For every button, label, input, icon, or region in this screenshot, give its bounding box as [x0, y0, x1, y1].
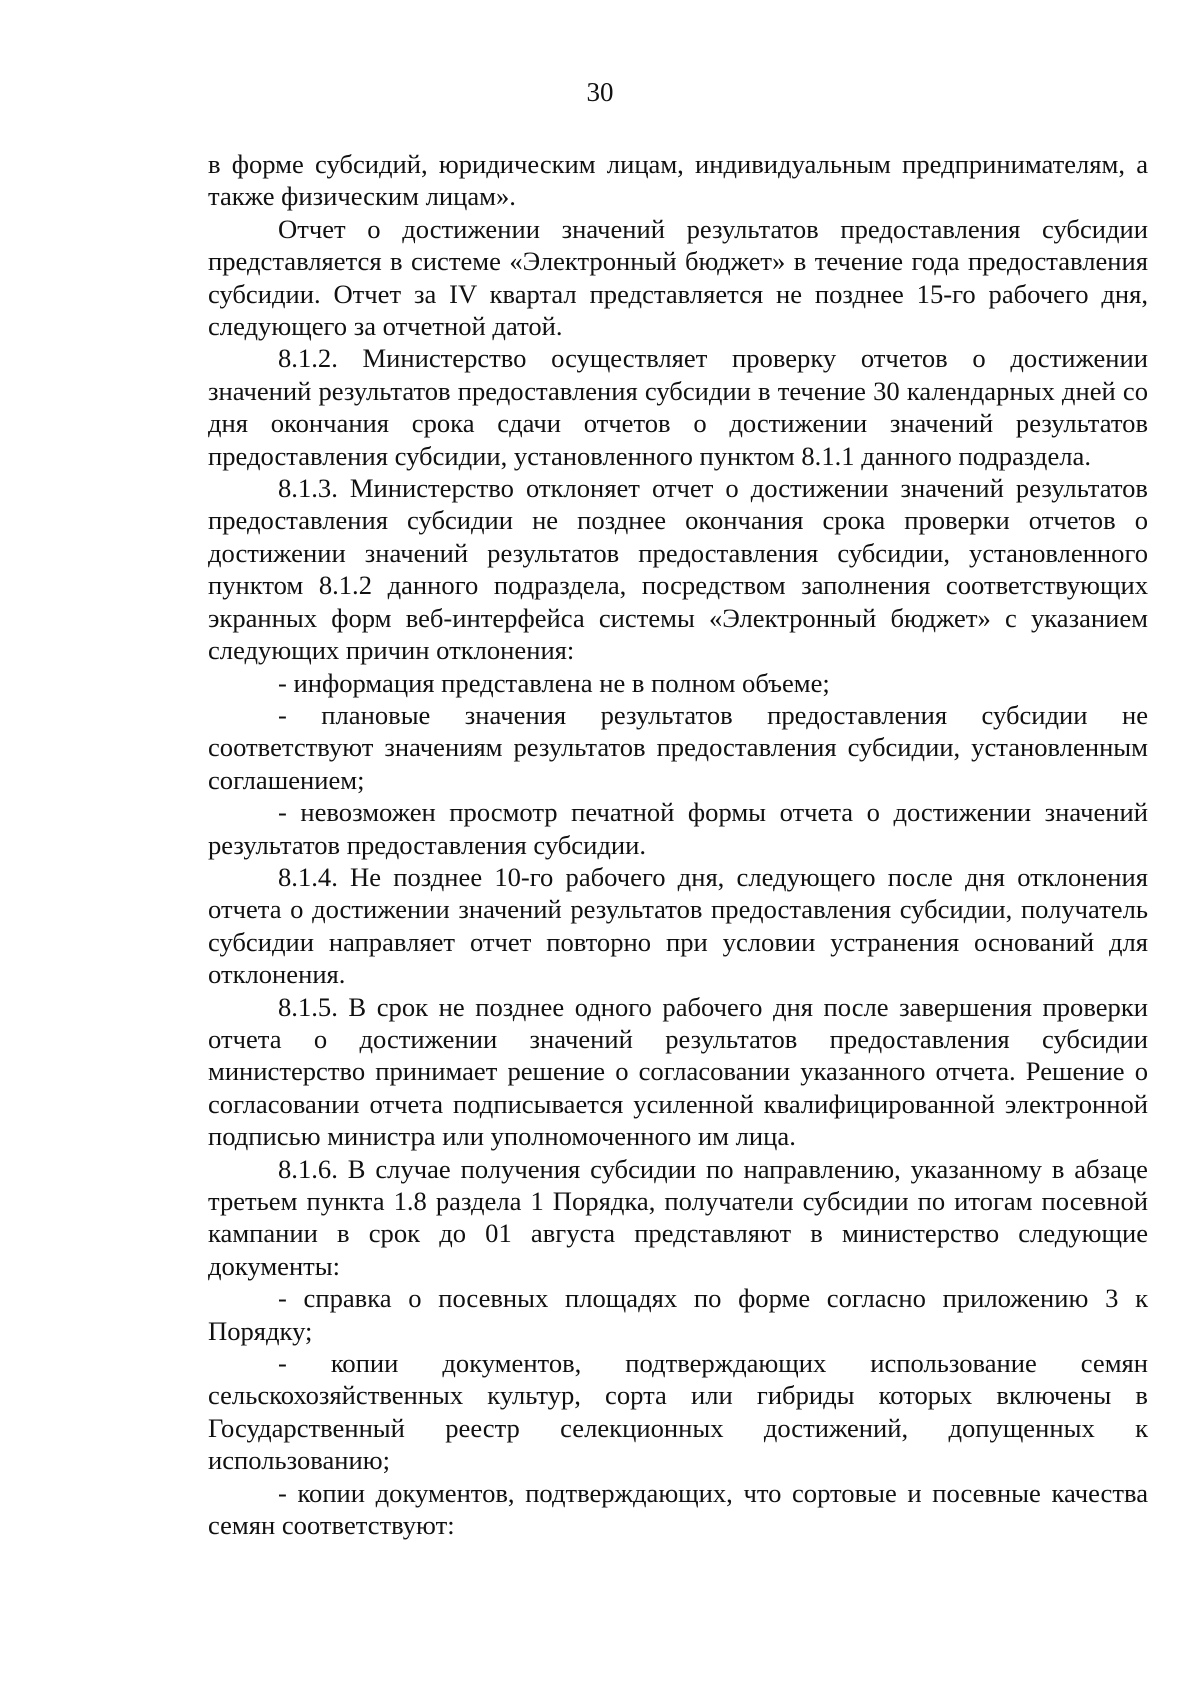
paragraph-continuation: в форме субсидий, юридическим лицам, индивидуальным предпринимателям, а также физическим лицам». [208, 149, 1148, 212]
list-item-rejection-reason-2: - плановые значения результатов предоставления субсидии не соответствуют значениям результатов предоставления субсидии, установленным соглашением; [208, 699, 1148, 795]
paragraph-8-1-4: 8.1.4. Не позднее 10-го рабочего дня, следующего после дня отклонения отчета о достижении значений результатов предоставления субсидии, получатель субсидии направляет отчет повторно при условии устранения оснований для отклонения. [208, 861, 1148, 990]
list-item-rejection-reason-1: - информация представлена не в полном объеме; [278, 667, 830, 698]
list-item-document-3: - копии документов, подтверждающих, что сортовые и посевные качества семян соответствуют: [208, 1477, 1148, 1541]
paragraph-report-submission: Отчет о достижении значений результатов предоставления субсидии представляется в системе «Электронный бюджет» в течение года предоставления субсидии. Отчет за IV квартал представляется не позднее 15-го рабочего дня, следующего за отчетной датой. [208, 213, 1148, 342]
document-body [208, 148, 1148, 1541]
paragraph-8-1-6: 8.1.6. В случае получения субсидии по направлению, указанному в абзаце третьем пункта 1.8 раздела 1 Порядка, получатели субсидии по итогам посевной кампании в срок до 01 августа представляют в министерство следующие документы: [208, 1153, 1148, 1281]
list-item-document-1: - справка о посевных площадях по форме согласно приложению 3 к Порядку; [208, 1283, 1148, 1346]
list-item-rejection-reason-3: - невозможен просмотр печатной формы отчета о достижении значений результатов предоставления субсидии. [208, 797, 1148, 860]
paragraph-8-1-5: 8.1.5. В срок не позднее одного рабочего дня после завершения проверки отчета о достижении значений результатов предоставления субсидии министерство принимает решение о согласовании указанного отчета. Решение о согласовании отчета подписывается усиленной квалифицированной электронной подписью министра или уполномоченного им лица. [208, 991, 1148, 1152]
list-item-document-2: - копии документов, подтверждающих использование семян сельскохозяйственных культур, сорта или гибриды которых включены в Государственный реестр селекционных достижений, допущенных к использованию; [208, 1348, 1148, 1476]
paragraph-8-1-2: 8.1.2. Министерство осуществляет проверку отчетов о достижении значений результатов предоставления субсидии в течение 30 календарных дней со дня окончания срока сдачи отчетов о достижении значений результатов предоставления субсидии, установленного пунктом 8.1.1 данного подраздела. [208, 343, 1148, 471]
paragraph-8-1-3: 8.1.3. Министерство отклоняет отчет о достижении значений результатов предоставления субсидии не позднее окончания срока проверки отчетов о достижении значений результатов предоставления субсидии, установленного пунктом 8.1.2 данного подраздела, посредством заполнения соответствующих экранных форм веб-интерфейса системы «Электронный бюджет» с указанием следующих причин отклонения: [208, 473, 1148, 666]
page-number: 30 [586, 77, 614, 107]
